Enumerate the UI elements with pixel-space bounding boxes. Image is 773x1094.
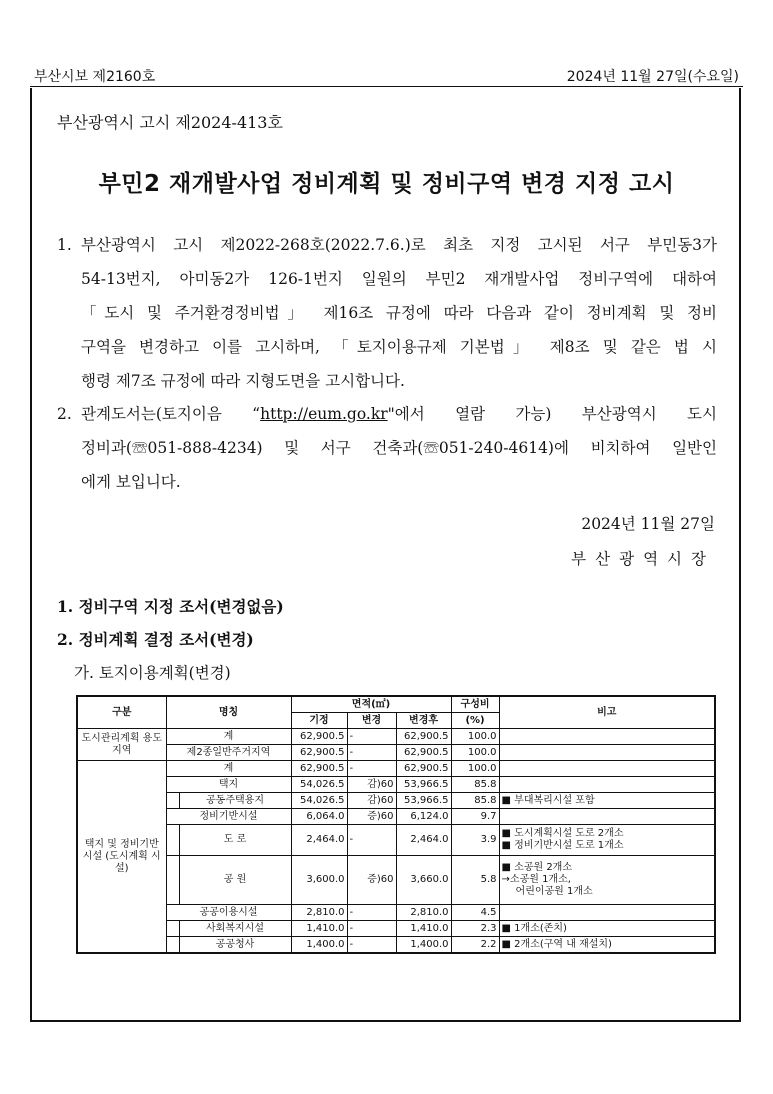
cell-after: 2,810.0 <box>396 905 451 921</box>
cell-existing: 6,064.0 <box>291 809 347 825</box>
cell-ratio: 100.0 <box>451 761 499 777</box>
cell-existing: 62,900.5 <box>291 745 347 761</box>
paragraph-line: 정비과(☏051-888-4234) 및 서구 건축과(☏051-240-4614)에 비치하여 일반인 <box>81 439 717 457</box>
cell-after: 2,464.0 <box>396 825 451 856</box>
cell-remark: ■ 1개소(존치) <box>499 921 715 937</box>
header-name: 명칭 <box>166 696 291 729</box>
cell-remark: ■ 부대복리시설 포함 <box>499 793 715 809</box>
cell-after: 6,124.0 <box>396 809 451 825</box>
cell-existing: 54,026.5 <box>291 793 347 809</box>
table-row <box>77 905 715 921</box>
cell-change: - <box>347 937 396 954</box>
sign-date: 2024년 11월 27일 <box>581 515 715 533</box>
indent-cell <box>166 793 179 809</box>
indent-cell <box>166 921 179 937</box>
cell-change: 감)60 <box>347 777 396 793</box>
row-name: 택지 <box>166 777 291 793</box>
paragraph-line: 「도시 및 주거환경정비법」 제16조 규정에 따라 다음과 같이 정비계획 및 정비 <box>81 304 717 322</box>
table-row <box>77 745 715 761</box>
cell-change: - <box>347 825 396 856</box>
indent-cell <box>166 937 179 954</box>
cell-change: - <box>347 921 396 937</box>
paragraph-1 <box>57 228 717 398</box>
cell-after: 62,900.5 <box>396 761 451 777</box>
header-category: 구분 <box>77 696 166 729</box>
text-segment: "에서 열람 가능) 부산광역시 도시 <box>387 405 717 423</box>
cell-existing: 3,600.0 <box>291 856 347 905</box>
cell-change: - <box>347 905 396 921</box>
section-2-heading: 2. 정비계획 결정 조서(변경) <box>57 630 254 649</box>
table-row <box>77 825 715 856</box>
cell-after: 3,660.0 <box>396 856 451 905</box>
row-name: 계 <box>166 761 291 777</box>
paragraph-line: 행령 제7조 규정에 따라 지형도면을 고시합니다. <box>81 372 405 390</box>
row-name: 공 원 <box>179 856 291 905</box>
paragraph-line <box>57 397 717 431</box>
cell-remark <box>499 761 715 777</box>
header-change: 변경 <box>347 713 396 729</box>
paragraph-line: 에게 보입니다. <box>81 473 181 491</box>
cell-remark <box>499 856 715 905</box>
cell-change: - <box>347 761 396 777</box>
cell-existing: 62,900.5 <box>291 729 347 745</box>
table-row <box>77 729 715 745</box>
cell-remark <box>499 777 715 793</box>
notice-number: 부산광역시 고시 제2024-413호 <box>57 113 283 132</box>
group-site-infra: 택지 및 정비기반시설 (도시계획 시설) <box>77 761 166 954</box>
row-name: 정비기반시설 <box>166 809 291 825</box>
table-row <box>77 921 715 937</box>
remark-line: ■ 정비기반시설 도로 1개소 <box>501 840 624 851</box>
cell-ratio: 9.7 <box>451 809 499 825</box>
land-use-table <box>76 695 716 954</box>
header-ratio: 구성비 <box>451 696 499 713</box>
gazette-number: 부산시보 제2160호 <box>34 69 156 85</box>
cell-after: 53,966.5 <box>396 793 451 809</box>
cell-existing: 2,464.0 <box>291 825 347 856</box>
cell-change: 증)60 <box>347 856 396 905</box>
indent-cell <box>166 856 179 905</box>
notice-title: 부민2 재개발사업 정비계획 및 정비구역 변경 지정 고시 <box>98 171 675 197</box>
cell-change: 감)60 <box>347 793 396 809</box>
header-ratio-unit: (%) <box>451 713 499 729</box>
cell-after: 62,900.5 <box>396 745 451 761</box>
paragraph-line: 구역을 변경하고 이를 고시하며, 「토지이용규제 기본법」 제8조 및 같은 법 시 <box>81 338 717 356</box>
row-name: 계 <box>166 729 291 745</box>
cell-after: 1,410.0 <box>396 921 451 937</box>
cell-after: 1,400.0 <box>396 937 451 954</box>
cell-existing: 1,410.0 <box>291 921 347 937</box>
cell-ratio: 5.8 <box>451 856 499 905</box>
indent-cell <box>166 825 179 856</box>
section-1-heading: 1. 정비구역 지정 조서(변경없음) <box>57 597 284 616</box>
cell-ratio: 2.2 <box>451 937 499 954</box>
paragraph-line: 부산광역시 고시 제2022-268호(2022.7.6.)로 최초 지정 고시된 서구 부민동3가 <box>81 236 717 254</box>
cell-after: 62,900.5 <box>396 729 451 745</box>
row-name: 사회복지시설 <box>179 921 291 937</box>
signer: 부산광역시장 <box>571 550 715 568</box>
cell-remark <box>499 905 715 921</box>
table-row <box>77 809 715 825</box>
row-name: 도 로 <box>179 825 291 856</box>
cell-existing: 62,900.5 <box>291 761 347 777</box>
paragraph-line: 54-13번지, 아미동2가 126-1번지 일원의 부민2 재개발사업 정비구역에 대하여 <box>81 270 717 288</box>
header-after: 변경후 <box>396 713 451 729</box>
cell-ratio: 100.0 <box>451 729 499 745</box>
remark-line: →소공원 1개소, <box>501 874 571 885</box>
paragraph-number: 1. <box>57 236 72 254</box>
cell-remark <box>499 745 715 761</box>
header-divider <box>30 86 743 87</box>
cell-ratio: 3.9 <box>451 825 499 856</box>
table-row <box>77 761 715 777</box>
cell-after: 53,966.5 <box>396 777 451 793</box>
cell-ratio: 85.8 <box>451 777 499 793</box>
eum-link[interactable]: http://eum.go.kr <box>260 405 388 423</box>
remark-line: ■ 소공원 2개소 <box>501 862 572 873</box>
section-2a-heading: 가. 토지이용계획(변경) <box>74 664 231 682</box>
row-name: 공공청사 <box>179 937 291 954</box>
row-name: 공공이용시설 <box>166 905 291 921</box>
cell-change: 증)60 <box>347 809 396 825</box>
cell-existing: 1,400.0 <box>291 937 347 954</box>
cell-ratio: 100.0 <box>451 745 499 761</box>
cell-remark <box>499 825 715 856</box>
header-remark: 비고 <box>499 696 715 729</box>
paragraph-2 <box>57 397 717 499</box>
cell-change: - <box>347 745 396 761</box>
cell-remark: ■ 2개소(구역 내 재설치) <box>499 937 715 954</box>
table-row <box>77 937 715 954</box>
table-row <box>77 856 715 905</box>
cell-change: - <box>347 729 396 745</box>
cell-ratio: 4.5 <box>451 905 499 921</box>
header-existing: 기정 <box>291 713 347 729</box>
cell-remark <box>499 729 715 745</box>
header-area: 면적(㎡) <box>291 696 451 713</box>
paragraph-number: 2. <box>57 405 72 423</box>
gazette-date: 2024년 11월 27일(수요일) <box>566 69 739 85</box>
table-row <box>77 777 715 793</box>
cell-ratio: 2.3 <box>451 921 499 937</box>
cell-existing: 2,810.0 <box>291 905 347 921</box>
table-row <box>77 793 715 809</box>
cell-ratio: 85.8 <box>451 793 499 809</box>
row-name: 제2종일반주거지역 <box>166 745 291 761</box>
group-zoning: 도시관리계획 용도지역 <box>77 729 166 761</box>
cell-remark <box>499 809 715 825</box>
text-segment: 관계도서는(토지이음 “ <box>81 405 261 423</box>
remark-line: 어린이공원 1개소 <box>515 886 593 897</box>
remark-line: ■ 도시계획시설 도로 2개소 <box>501 828 624 839</box>
cell-existing: 54,026.5 <box>291 777 347 793</box>
row-name: 공동주택용지 <box>179 793 291 809</box>
